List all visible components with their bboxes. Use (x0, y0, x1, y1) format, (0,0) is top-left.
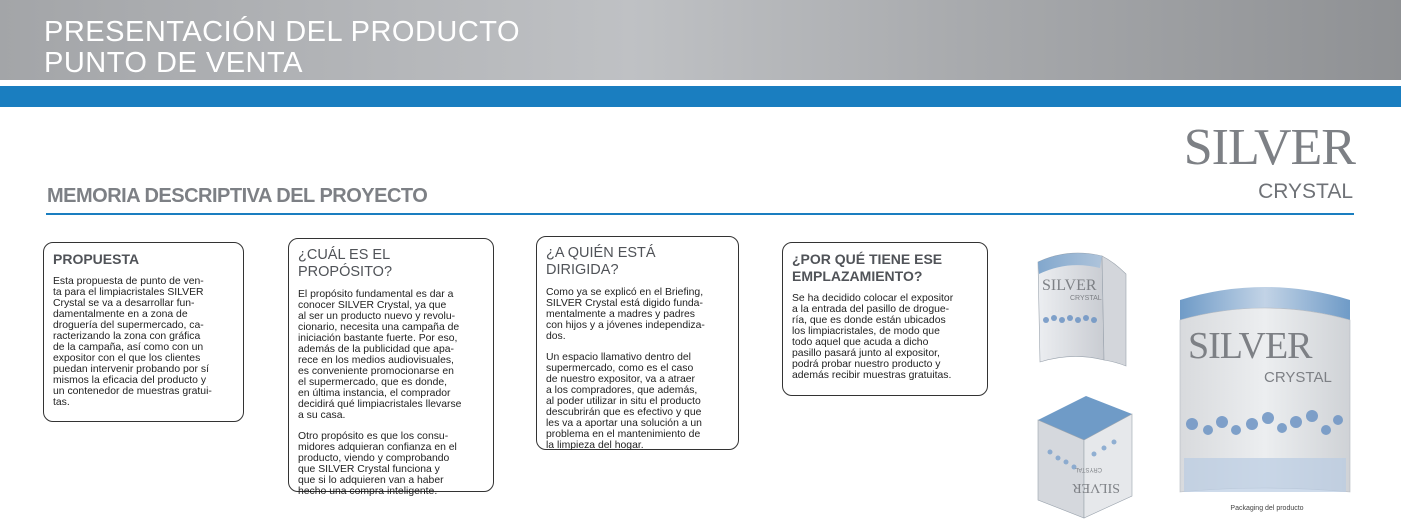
card-title: ¿CUÁL ES EL PROPÓSITO? (298, 247, 393, 280)
card-title: ¿POR QUÉ TIENE ESE EMPLAZAMIENTO? (792, 251, 943, 284)
card-title: ¿A QUIÉN ESTÁ DIRIGIDA? (546, 245, 656, 278)
card-proposito (288, 238, 494, 497)
small-box-brand: SILVER (1042, 277, 1097, 294)
card-title: PROPUESTA (53, 251, 140, 267)
section-title: MEMORIA DESCRIPTIVA DEL PROYECTO (47, 185, 428, 207)
card-paragraph: Otro propósito es que los consu- midores adquieran confianza en el producto, viendo y comprobando que SILVER Crystal funciona y que si lo adquieren van a haber hecho una compra inteligente. (298, 431, 457, 497)
brand-logo-sub: CRYSTAL (1258, 180, 1353, 203)
page-header (0, 0, 1401, 80)
accent-band (0, 86, 1401, 107)
card-paragraph: Se ha decidido colocar el expositor a la entrada del pasillo de drogue- ría, que es donde están ubicados los limpiacristales, de modo que todo aquel que acuda a dicho pasillo pasará junto al expositor, podrá probar nuestro producto y además recibir muestras gratuitas. (792, 293, 954, 381)
flipped-box-brand: SILVER (1072, 480, 1120, 495)
flipped-box-sub: CRYSTAL (1074, 466, 1102, 472)
header-title-line-1: PRESENTACIÓN DEL PRODUCTO (44, 16, 521, 48)
card-paragraph: Esta propuesta de punto de ven- ta para el limpiacristales SILVER Crystal se va a desarrollar fun- damentalmente en a zona de droguería del supermercado, ca- racterizando la zona con gráfica de la campaña, así como con un expositor con el que los clientes puedan intervenir probando por sí mismos la eficacia del producto y un contenedor de muestras gratui- tas. (53, 276, 212, 408)
display-unit-image (1178, 280, 1353, 502)
small-box-sub: CRYSTAL (1070, 295, 1102, 302)
card-paragraph: Un espacio llamativo dentro del supermercado, como es el caso de nuestro expositor, va a atraer a los compradores, que además, al poder utilizar in situ el producto descubrirán que es efectivo y que les va a aportar una solución a un problema en el mantenimiento de la limpieza del hogar. (546, 352, 702, 451)
display-sub: CRYSTAL (1264, 369, 1332, 386)
card-dirigida (536, 236, 739, 450)
package-flipped-image (1034, 392, 1134, 522)
brand-logo-name: SILVER (1183, 119, 1355, 176)
header-title-line-2: PUNTO DE VENTA (44, 47, 303, 79)
card-propuesta (43, 242, 244, 422)
display-brand: SILVER (1188, 325, 1312, 367)
card-paragraph: Como ya se explicó en el Briefing, SILVER Crystal está digido funda- mentalmente a madres y padres con hijos y a jóvenes independiza- dos. (546, 287, 705, 342)
packaging-caption: Packaging del producto (1230, 505, 1304, 512)
card-paragraph: El propósito fundamental es dar a conocer SILVER Crystal, ya que al ser un producto nuevo y revolu- cionario, necesita una campaña de iniciación bastante fuerte. Por eso, además de la publicidad que apa- rece en los medios audiovisuales, es conveniente promocionarse en el supermercado, que es donde, en última instancia, el comprador decidirá qué limpiacristales llevarse a su casa. (298, 289, 462, 421)
package-small-image (1032, 248, 1132, 378)
card-emplazamiento (782, 242, 988, 396)
section-divider (46, 213, 1354, 215)
